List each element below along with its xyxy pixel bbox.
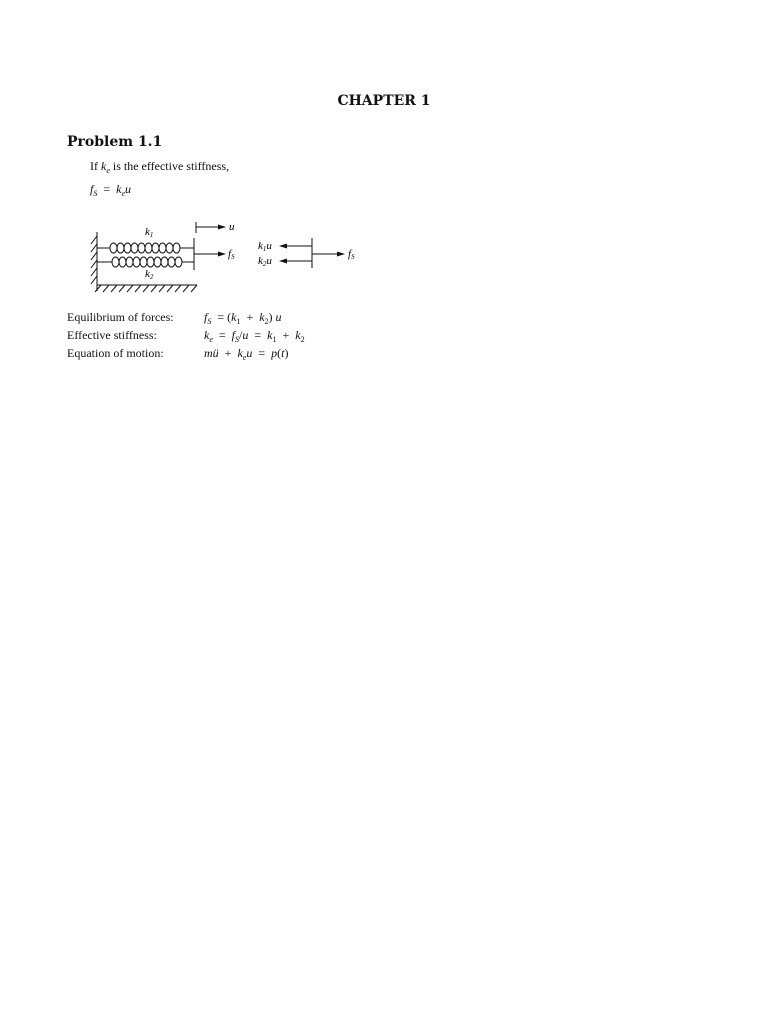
expr-t: t <box>281 346 285 360</box>
fbd-k2u-label: k2u <box>258 255 272 268</box>
equation-rhs: k <box>116 182 122 196</box>
expr-ke-sub: e <box>242 353 247 362</box>
expr-eq-open: = ( <box>217 310 232 324</box>
row-expr-equation-of-motion <box>204 346 288 361</box>
spring-2-label: k2 <box>145 268 154 281</box>
spring-1 <box>97 243 194 253</box>
equation-rhs-sub: e <box>121 189 126 198</box>
expr-eq-2: = <box>254 328 262 342</box>
row-label-equilibrium: Equilibrium of forces: <box>67 310 174 324</box>
displacement-arrowhead <box>218 225 226 230</box>
row-expr-effective-stiffness <box>204 328 305 343</box>
equation-equals: = <box>103 182 111 196</box>
intro-symbol: k <box>101 159 107 173</box>
spring-system-figure <box>0 0 768 320</box>
spring-2 <box>97 257 194 267</box>
intro-suffix: is the effective stiffness, <box>112 159 230 173</box>
expr-u: u <box>275 310 282 324</box>
equation-lhs-sub: S <box>93 189 98 198</box>
expr-p: p <box>271 346 278 360</box>
expr-k2-sub: 2 <box>300 335 305 344</box>
fbd-k1u-arrowhead <box>279 244 287 249</box>
displacement-label: u <box>229 221 235 233</box>
row-label-equation-of-motion: Equation of motion: <box>67 346 164 360</box>
problem-heading: Problem 1.1 <box>67 134 163 150</box>
expr-close: ) <box>268 310 273 324</box>
fbd-fs-arrowhead <box>337 252 345 257</box>
expr-plus: + <box>282 328 290 342</box>
expr-fs: f <box>231 328 236 342</box>
expr-eq: = <box>258 346 266 360</box>
expr-plus: + <box>224 346 232 360</box>
expr-mass-accel: mü <box>204 346 219 360</box>
expr-k1-sub: 1 <box>272 335 277 344</box>
fbd-fs-label: fS <box>348 248 355 261</box>
expr-slash: / <box>239 328 243 342</box>
applied-force-label: fS <box>228 248 235 261</box>
expr-open-paren: ( <box>277 346 282 360</box>
expr-k2-sub: 2 <box>264 317 269 326</box>
expr-fs-sub: S <box>235 335 240 344</box>
expr-u: u <box>246 346 253 360</box>
expr-k2: k <box>295 328 301 342</box>
expr-k1: k <box>267 328 273 342</box>
expr-k2: k <box>259 310 265 324</box>
row-label-effective-stiffness: Effective stiffness: <box>67 328 157 342</box>
expr-k1: k <box>231 310 237 324</box>
row-expr-equilibrium <box>204 310 282 325</box>
equation-lhs: f <box>90 182 94 196</box>
equation-rhs-var: u <box>125 182 132 196</box>
expr-u: u <box>242 328 249 342</box>
expr-ke-sub: e <box>209 335 213 344</box>
expr-fs: f <box>204 310 208 324</box>
expr-eq-1: = <box>218 328 226 342</box>
expr-fs-sub: S <box>207 317 212 326</box>
intro-prefix: If <box>90 159 98 173</box>
chapter-heading: CHAPTER 1 <box>337 93 431 109</box>
intro-symbol-sub: e <box>106 166 110 175</box>
ground-hatching <box>95 285 197 292</box>
expr-k1-sub: 1 <box>236 317 241 326</box>
fbd-k1u-label: k1u <box>258 240 272 253</box>
spring-1-label: k1 <box>145 226 154 239</box>
applied-force-arrowhead <box>218 252 226 257</box>
expr-close-paren: ) <box>284 346 289 360</box>
fbd-k2u-arrowhead <box>279 259 287 264</box>
wall-hatching <box>91 236 97 284</box>
expr-plus: + <box>246 310 254 324</box>
expr-ke: k <box>204 328 210 342</box>
expr-ke: k <box>237 346 243 360</box>
